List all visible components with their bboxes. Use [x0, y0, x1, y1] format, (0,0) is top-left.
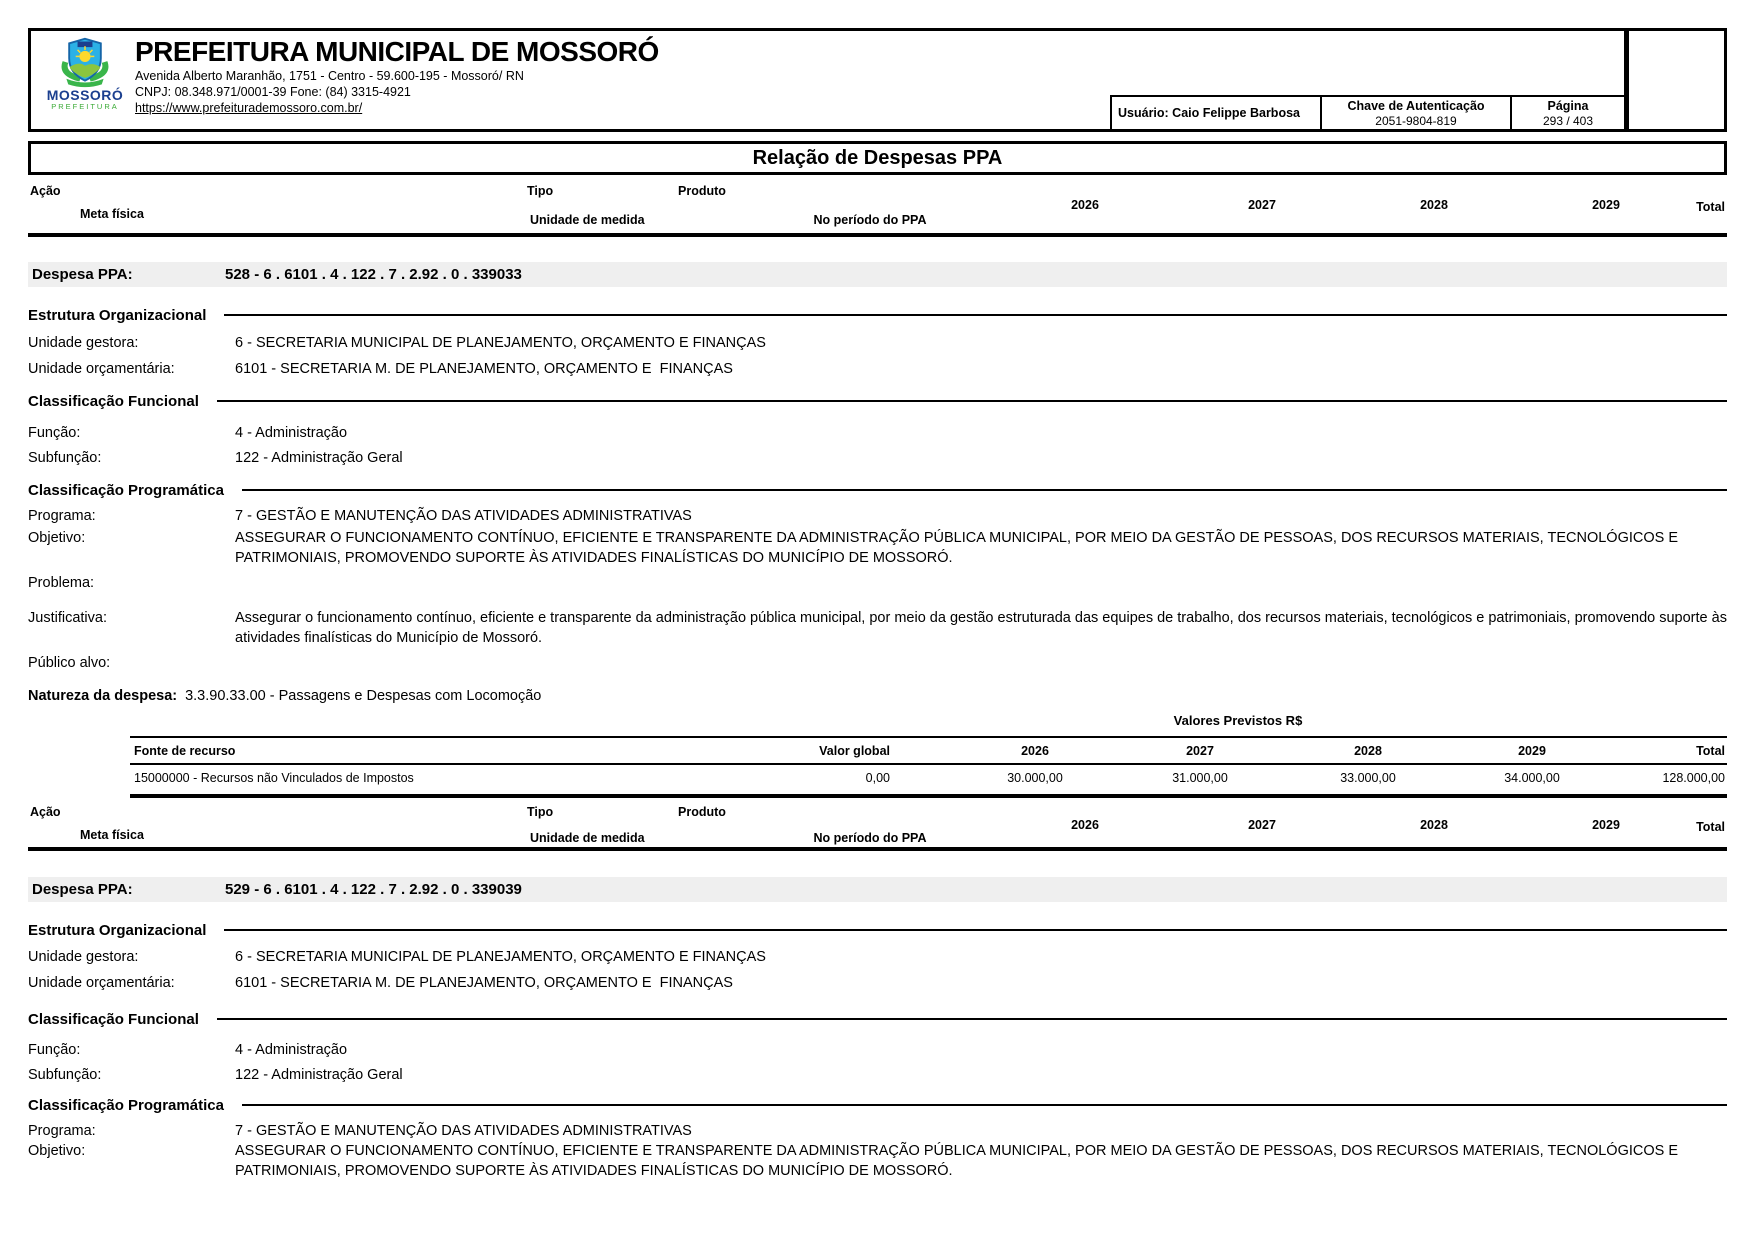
logo-title: MOSSORÓ — [46, 87, 124, 103]
page-number: 293 / 403 — [1542, 114, 1594, 128]
section-classificacao-programatica — [28, 482, 1727, 498]
field-value: 122 - Administração Geral — [235, 1067, 403, 1083]
section-title: Classificação Programática — [28, 481, 224, 499]
field-justificativa — [28, 608, 1731, 648]
section-rule — [224, 314, 1727, 316]
user-cell — [1110, 95, 1320, 129]
section-title: Classificação Funcional — [28, 1010, 199, 1028]
report-title-bar — [28, 141, 1727, 175]
col-unidade-medida: Unidade de medida — [530, 213, 645, 227]
cell-valor-global: 0,00 — [865, 771, 890, 785]
field-objetivo — [28, 1141, 1727, 1181]
field-label: Unidade gestora: — [28, 949, 139, 965]
field-value: 7 - GESTÃO E MANUTENÇÃO DAS ATIVIDADES ADMINISTRATIVAS — [235, 1123, 692, 1139]
section-title: Classificação Funcional — [28, 392, 199, 410]
section-rule — [224, 929, 1727, 931]
field-value — [235, 573, 1727, 593]
despesa-ppa-label: Despesa PPA: — [32, 881, 133, 898]
user-name: Usuário: Caio Felippe Barbosa — [1118, 106, 1300, 120]
field-publico-alvo — [28, 653, 1727, 673]
despesa-ppa-code: 528 - 6 . 6101 . 4 . 122 . 7 . 2.92 . 0 . 339033 — [225, 266, 522, 283]
valores-previstos-label: Valores Previstos R$ — [1173, 713, 1303, 728]
auth-key-cell — [1320, 95, 1510, 129]
field-label: Unidade orçamentária: — [28, 361, 175, 377]
col-year-2026: 2026 — [1021, 744, 1049, 758]
field-value: 3.3.90.33.00 - Passagens e Despesas com Locomoção — [185, 688, 542, 704]
col-acao: Ação — [30, 184, 61, 198]
field-natureza-despesa — [28, 686, 1727, 706]
report-title: Relação de Despesas PPA — [752, 146, 1003, 169]
col-valor-global: Valor global — [819, 744, 890, 758]
field-label: Programa: — [28, 1123, 96, 1139]
section-title: Estrutura Organizacional — [28, 921, 207, 939]
field-value: 4 - Administração — [235, 425, 348, 441]
despesa-ppa-code: 529 - 6 . 6101 . 4 . 122 . 7 . 2.92 . 0 . 339039 — [225, 881, 522, 898]
website-link[interactable]: https://www.prefeiturademossoro.com.br/ — [135, 101, 363, 115]
field-unidade-gestora — [28, 333, 1727, 353]
col-produto: Produto — [678, 805, 726, 819]
field-programa — [28, 1121, 1727, 1141]
col-total: Total — [1696, 744, 1725, 758]
field-value: Assegurar o funcionamento contínuo, eficiente e transparente da administração pública municipal, por meio da gestão estruturada das equipes de trabalho, dos recursos materiais, tecnológicos e patrimoniais, promovendo suporte às atividades finalísticas do Município de Mossoró. — [235, 610, 1731, 646]
col-no-periodo-ppa: No período do PPA — [813, 213, 927, 227]
col-year-2028: 2028 — [1420, 818, 1448, 832]
cell-2028: 33.000,00 — [1340, 771, 1396, 785]
col-meta-fisica: Meta física — [80, 828, 144, 842]
field-label: Função: — [28, 1042, 81, 1058]
field-label: Objetivo: — [28, 1143, 86, 1159]
section-estrutura-organizacional — [28, 922, 1727, 938]
column-header-row — [28, 175, 1727, 237]
field-unidade-orcamentaria — [28, 973, 1727, 993]
column-header-row — [28, 798, 1727, 851]
field-value: 7 - GESTÃO E MANUTENÇÃO DAS ATIVIDADES ADMINISTRATIVAS — [235, 508, 692, 524]
auth-key-value: 2051-9804-819 — [1375, 114, 1457, 128]
field-value: 6101 - SECRETARIA M. DE PLANEJAMENTO, ORÇAMENTO E FINANÇAS — [235, 975, 733, 991]
col-year-2027: 2027 — [1248, 198, 1276, 212]
col-meta-fisica: Meta física — [80, 207, 144, 221]
cell-2029: 34.000,00 — [1504, 771, 1560, 785]
col-year-2027: 2027 — [1248, 818, 1276, 832]
fonte-recurso-table — [130, 736, 1727, 798]
org-name: PREFEITURA MUNICIPAL DE MOSSORÓ — [135, 36, 659, 67]
field-subfuncao — [28, 448, 1727, 468]
field-problema — [28, 573, 1727, 593]
field-label: Problema: — [28, 575, 95, 591]
despesa-ppa-bar — [28, 262, 1727, 287]
field-label: Função: — [28, 425, 81, 441]
col-total: Total — [1696, 820, 1725, 834]
col-no-periodo-ppa: No período do PPA — [813, 831, 927, 845]
col-unidade-medida: Unidade de medida — [530, 831, 645, 845]
field-label: Unidade orçamentária: — [28, 975, 175, 991]
col-year-2029: 2029 — [1592, 198, 1620, 212]
field-value: 4 - Administração — [235, 1042, 348, 1058]
field-label: Objetivo: — [28, 530, 86, 546]
section-classificacao-programatica — [28, 1097, 1727, 1113]
col-year-2026: 2026 — [1071, 818, 1099, 832]
header-row — [28, 28, 1727, 132]
field-label: Subfunção: — [28, 450, 102, 466]
col-tipo: Tipo — [527, 805, 554, 819]
table-row — [130, 765, 1727, 794]
despesa-ppa-bar — [28, 877, 1727, 902]
org-block — [135, 36, 659, 116]
col-total: Total — [1696, 200, 1725, 214]
section-title: Estrutura Organizacional — [28, 306, 207, 324]
col-acao: Ação — [30, 805, 61, 819]
section-rule — [217, 400, 1727, 402]
auth-key-label: Chave de Autenticação — [1347, 99, 1485, 113]
field-value: 6 - SECRETARIA MUNICIPAL DE PLANEJAMENTO, ORÇAMENTO E FINANÇAS — [235, 949, 766, 965]
col-year-2028: 2028 — [1354, 744, 1382, 758]
org-address: Avenida Alberto Maranhão, 1751 - Centro - 59.600-195 - Mossoró/ RN — [135, 69, 524, 83]
col-year-2026: 2026 — [1071, 198, 1099, 212]
section-estrutura-organizacional — [28, 307, 1727, 323]
col-year-2029: 2029 — [1592, 818, 1620, 832]
page-cell — [1510, 95, 1624, 129]
field-label: Público alvo: — [28, 655, 111, 671]
page-label: Página — [1547, 99, 1589, 113]
field-value: 122 - Administração Geral — [235, 450, 403, 466]
city-logo — [39, 35, 131, 111]
field-label: Unidade gestora: — [28, 335, 139, 351]
col-tipo: Tipo — [527, 184, 554, 198]
field-programa — [28, 506, 1727, 526]
field-label: Programa: — [28, 508, 96, 524]
section-classificacao-funcional — [28, 1011, 1727, 1027]
cell-2027: 31.000,00 — [1172, 771, 1228, 785]
field-funcao — [28, 423, 1727, 443]
section-rule — [217, 1018, 1727, 1020]
section-classificacao-funcional — [28, 393, 1727, 409]
cell-2026: 30.000,00 — [1007, 771, 1063, 785]
city-crest-icon — [55, 35, 115, 89]
col-year-2029: 2029 — [1518, 744, 1546, 758]
header-empty-box — [1627, 28, 1727, 132]
field-funcao — [28, 1040, 1727, 1060]
section-title: Classificação Programática — [28, 1096, 224, 1114]
fonte-table-header — [130, 738, 1727, 765]
section-rule — [242, 489, 1727, 491]
field-subfuncao — [28, 1065, 1727, 1085]
field-label: Subfunção: — [28, 1067, 102, 1083]
cell-fonte-recurso: 15000000 - Recursos não Vinculados de Impostos — [134, 771, 414, 785]
org-cnpj-phone: CNPJ: 08.348.971/0001-39 Fone: (84) 3315-4921 — [135, 85, 411, 99]
field-objetivo — [28, 528, 1727, 568]
field-value: ASSEGURAR O FUNCIONAMENTO CONTÍNUO, EFICIENTE E TRANSPARENTE DA ADMINISTRAÇÃO PÚBLICA MUNICIPAL, POR MEIO DA GESTÃO DE PESSOAS, DOS RECURSOS MATERIAIS, TECNOLÓGICOS E PATRIMONIAIS, PROMOVENDO SUPORTE ÀS ATIVIDADES FINALÍSTICAS DO MUNICÍPIO DE MOSSORÓ. — [235, 530, 1683, 566]
col-fonte-recurso: Fonte de recurso — [134, 744, 236, 758]
field-unidade-orcamentaria — [28, 359, 1727, 379]
field-value — [235, 653, 1727, 673]
section-rule — [242, 1104, 1727, 1106]
field-label: Justificativa: — [28, 610, 107, 626]
logo-subtitle: PREFEITURA — [51, 102, 119, 111]
field-unidade-gestora — [28, 947, 1727, 967]
col-year-2027: 2027 — [1186, 744, 1214, 758]
field-value: ASSEGURAR O FUNCIONAMENTO CONTÍNUO, EFICIENTE E TRANSPARENTE DA ADMINISTRAÇÃO PÚBLICA MUNICIPAL, POR MEIO DA GESTÃO DE PESSOAS, DOS RECURSOS MATERIAIS, TECNOLÓGICOS E PATRIMONIAIS, PROMOVENDO SUPORTE ÀS ATIVIDADES FINALÍSTICAS DO MUNICÍPIO DE MOSSORÓ. — [235, 1143, 1683, 1179]
field-label: Natureza da despesa: — [28, 688, 178, 704]
report-header — [28, 28, 1627, 132]
despesa-ppa-label: Despesa PPA: — [32, 266, 133, 283]
col-year-2028: 2028 — [1420, 198, 1448, 212]
cell-total: 128.000,00 — [1662, 771, 1725, 785]
field-value: 6 - SECRETARIA MUNICIPAL DE PLANEJAMENTO, ORÇAMENTO E FINANÇAS — [235, 335, 766, 351]
col-produto: Produto — [678, 184, 726, 198]
field-value: 6101 - SECRETARIA M. DE PLANEJAMENTO, ORÇAMENTO E FINANÇAS — [235, 361, 733, 377]
